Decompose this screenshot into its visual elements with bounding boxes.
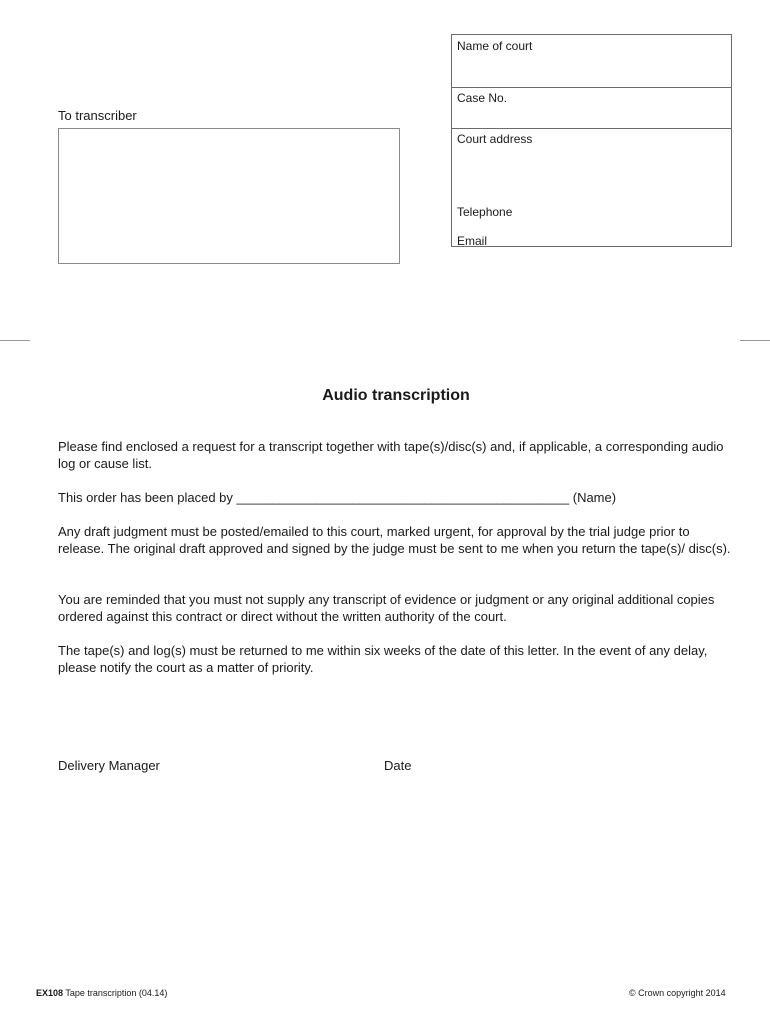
delivery-manager-label: Delivery Manager [58,758,160,773]
telephone-label: Telephone [457,205,513,219]
form-title: Tape transcription (04.14) [65,988,168,998]
to-transcriber-label: To transcriber [58,108,137,123]
order-placed-by-blank: ______________________________________________ [236,490,570,505]
name-of-court-label: Name of court [457,39,533,53]
court-box-divider [452,128,731,129]
form-code: EX108 [36,988,64,998]
paragraph-draft-judgment: Any draft judgment must be posted/emailed to this court, marked urgent, for approval by the trial judge prior to release. The original draft approved and signed by the judge must be sent to me when you return the tape(s)/ disc(s). [58,524,731,556]
footer-copyright: © Crown copyright 2014 [629,988,726,998]
court-address-label: Court address [457,132,533,146]
court-details-box [451,34,732,247]
case-no-label: Case No. [457,91,508,105]
fold-mark-right [740,340,770,341]
order-placed-by-name-label: (Name) [572,490,617,505]
paragraph-return-tapes: The tape(s) and log(s) must be returned to me within six weeks of the date of this letter. In the event of any delay, please notify the court as a matter of priority. [58,643,708,675]
footer-form-id [36,988,167,999]
paragraph-order-placed-by [58,489,738,506]
court-box-divider [452,87,731,88]
date-label: Date [384,758,412,773]
page-title: Audio transcription [322,387,470,404]
order-placed-by-text: This order has been placed by [58,490,233,505]
paragraph-reminder: You are reminded that you must not supply any transcript of evidence or judgment or any original additional copies ordered against this contract or direct without the written authority of the court. [58,592,715,624]
paragraph-enclosed-request: Please find enclosed a request for a transcript together with tape(s)/disc(s) and, if applicable, a corresponding audio log or cause list. [58,439,724,471]
email-label: Email [457,234,488,248]
fold-mark-left [0,340,30,341]
transcriber-address-box [58,128,400,264]
